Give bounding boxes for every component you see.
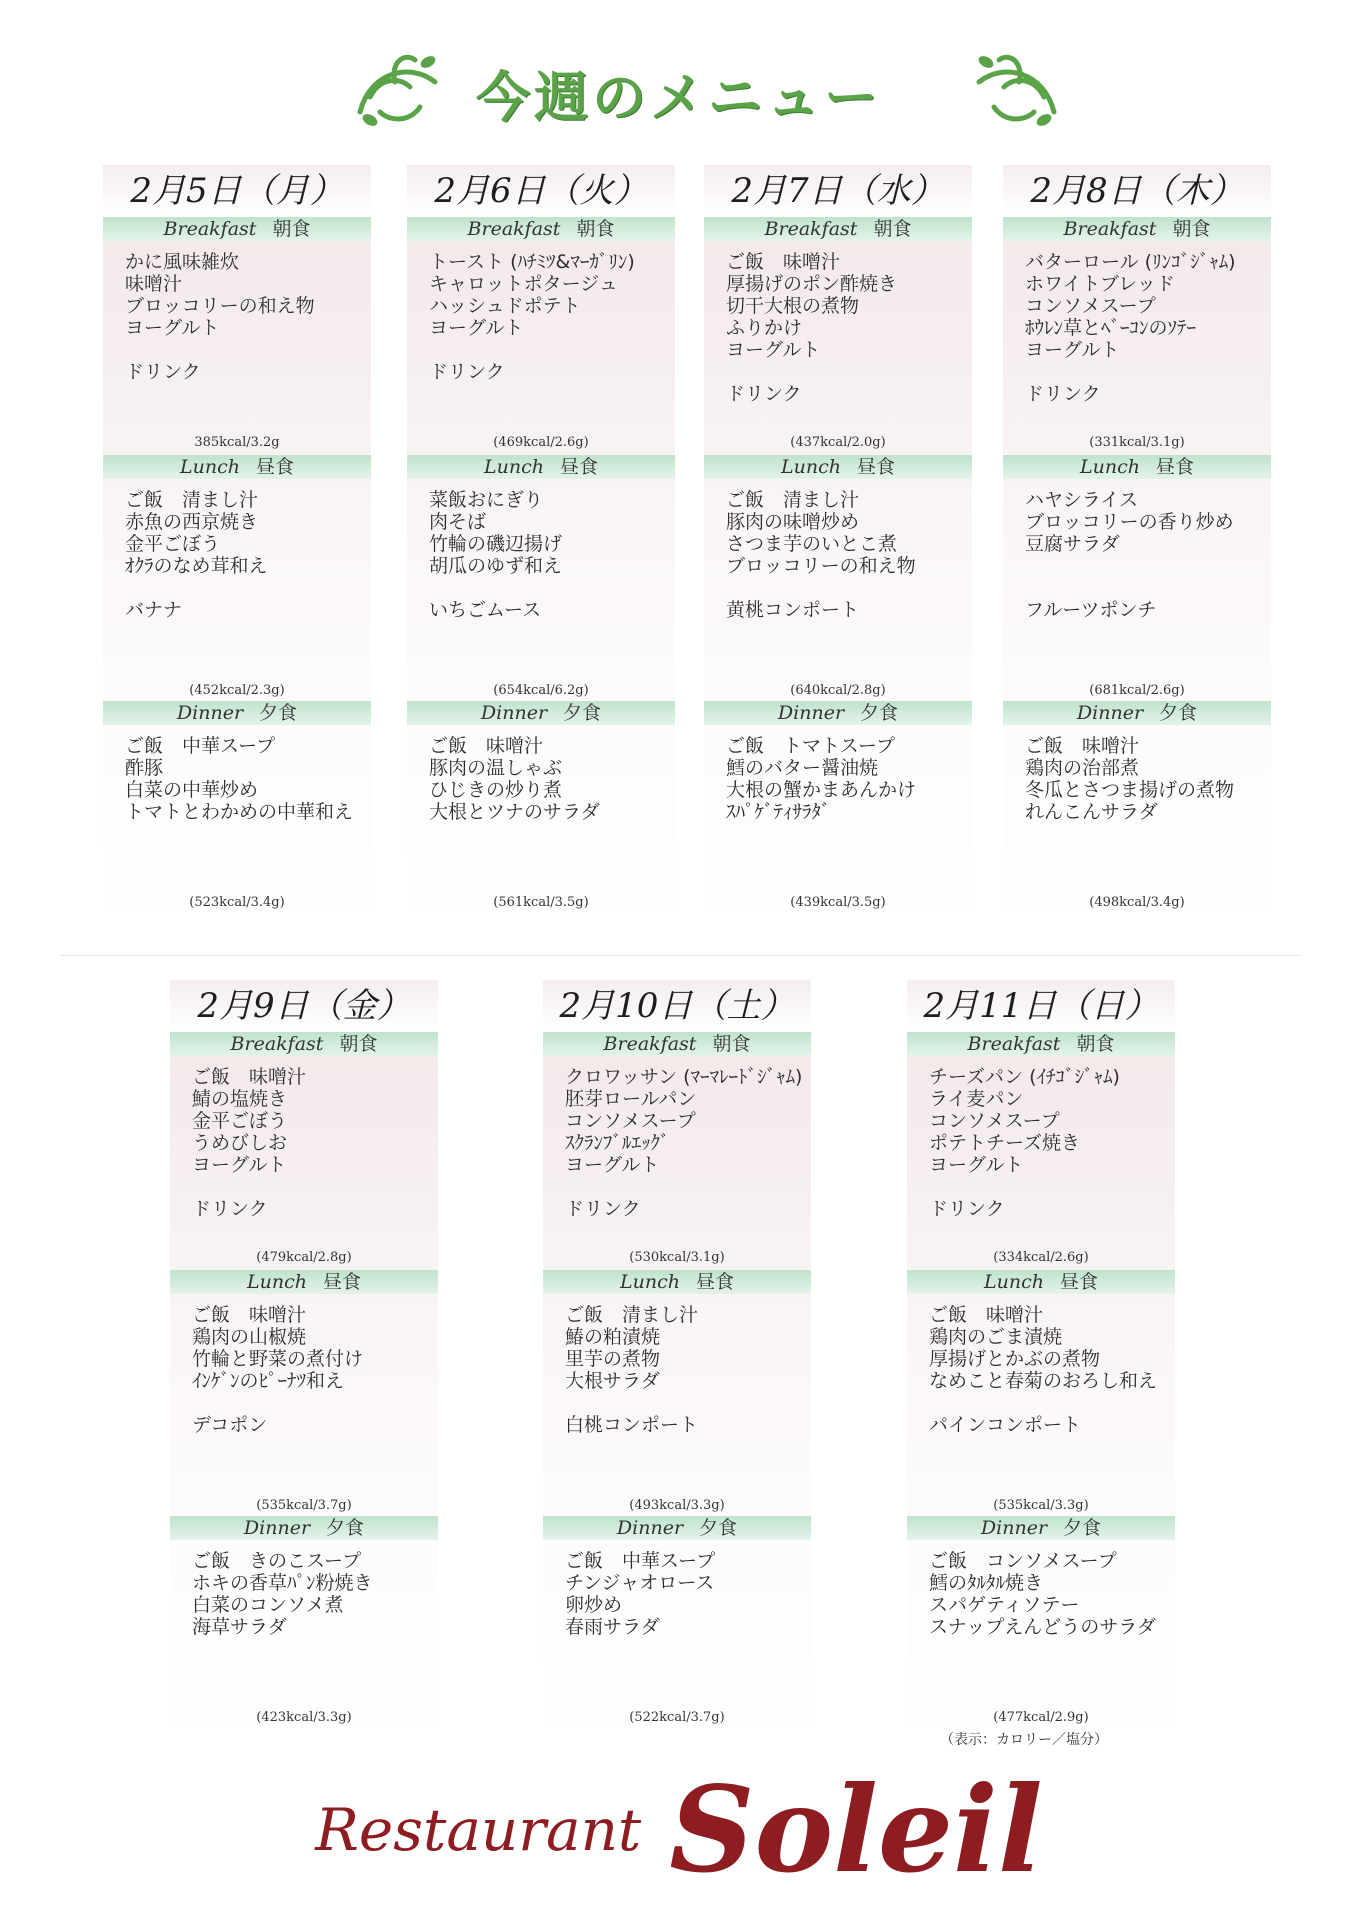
dinner-items (543, 1540, 811, 1700)
menu-item: 酢豚 (125, 757, 164, 779)
lunch-section (907, 1270, 1175, 1504)
breakfast-section (1003, 217, 1271, 461)
menu-item: ご飯 清まし汁 (726, 489, 860, 511)
lunch-label (407, 455, 675, 479)
brand-prefix: Restaurant (315, 1795, 642, 1864)
menu-item: いちごムース (429, 599, 542, 621)
legend-note: （表示：カロリー／塩分） (940, 1732, 1108, 1748)
meal-label-jp: 朝食 (339, 1033, 378, 1055)
breakfast-section (170, 1032, 438, 1276)
breakfast-section (907, 1032, 1175, 1276)
dinner-section (543, 1516, 811, 1700)
menu-item: ご飯 味噌汁 (192, 1066, 307, 1088)
lunch-nutrition: (535kcal/3.3g) (993, 1498, 1089, 1513)
menu-item: れんこんサラダ (1025, 801, 1158, 823)
menu-item: デコポン (192, 1414, 268, 1436)
dinner-nutrition: (477kcal/2.9g) (993, 1710, 1089, 1725)
meal-label-jp: 朝食 (272, 218, 311, 240)
breakfast-section (407, 217, 675, 461)
dinner-section (407, 701, 675, 885)
breakfast-label (543, 1032, 811, 1056)
lunch-nutrition: (654kcal/6.2g) (493, 683, 589, 698)
lunch-label (170, 1270, 438, 1294)
menu-item: 金平ごぼう (192, 1110, 288, 1132)
meal-label-jp: 昼食 (1155, 456, 1194, 478)
menu-item: 鶏肉の山椒焼 (192, 1326, 307, 1348)
breakfast-nutrition: (437kcal/2.0g) (790, 435, 886, 450)
menu-item: コンソメスープ (929, 1110, 1060, 1132)
breakfast-nutrition: 385kcal/3.2g (194, 435, 280, 450)
menu-item: トースト (ﾊﾁﾐﾂ&ﾏｰｶﾞﾘﾝ) (429, 251, 635, 273)
menu-item: クロワッサン (ﾏｰﾏﾚｰﾄﾞｼﾞｬﾑ) (565, 1066, 803, 1088)
menu-item: 味噌汁 (125, 273, 183, 295)
menu-item: 春雨サラダ (565, 1616, 660, 1638)
menu-item: ご飯 中華スープ (565, 1550, 716, 1572)
breakfast-nutrition: (479kcal/2.8g) (256, 1250, 352, 1265)
meal-label-jp: 朝食 (576, 218, 615, 240)
menu-item: ｽｸﾗﾝﾌﾞﾙｴｯｸﾞ (565, 1132, 670, 1154)
menu-item: ブロッコリーの和え物 (125, 295, 315, 317)
menu-item: ドリンク (929, 1198, 1005, 1220)
dinner-label (103, 701, 371, 725)
meal-label-jp: 朝食 (873, 218, 912, 240)
menu-item: ホワイトブレッド (1025, 273, 1175, 295)
menu-item: ブロッコリーの和え物 (726, 555, 916, 577)
menu-item: 白菜の中華炒め (125, 779, 259, 801)
lunch-nutrition: (452kcal/2.3g) (189, 683, 285, 698)
lunch-label (907, 1270, 1175, 1294)
breakfast-section (103, 217, 371, 461)
dinner-section (907, 1516, 1175, 1700)
menu-item: 鯖の塩焼き (192, 1088, 288, 1110)
dinner-items (1003, 725, 1271, 885)
lunch-section (407, 455, 675, 689)
menu-item: ご飯 中華スープ (125, 735, 276, 757)
menu-item: 海草サラダ (192, 1616, 287, 1638)
menu-item: 豚肉の味噌炒め (726, 511, 860, 533)
menu-item: ｲﾝｹﾞﾝのﾋﾟｰﾅﾂ和え (192, 1370, 345, 1392)
menu-item: 鱈のﾀﾙﾀﾙ焼き (929, 1572, 1044, 1594)
day-date: 2月10日（土） (543, 980, 811, 1032)
menu-item: 肉そば (429, 511, 487, 533)
menu-item: 卵炒め (565, 1594, 623, 1616)
day-date: 2月11日（日） (907, 980, 1175, 1032)
breakfast-section (704, 217, 972, 461)
menu-item: ご飯 味噌汁 (429, 735, 544, 757)
menu-item: ご飯 コンソメスープ (929, 1550, 1117, 1572)
menu-item: 白桃コンポート (565, 1414, 699, 1436)
lunch-items (407, 479, 675, 689)
menu-item: 鰆の粕漬焼 (565, 1326, 661, 1348)
menu-item: ドリンク (726, 383, 802, 405)
menu-item: 厚揚げとかぶの煮物 (929, 1348, 1101, 1370)
lunch-items (907, 1294, 1175, 1504)
lunch-nutrition: (493kcal/3.3g) (629, 1498, 725, 1513)
menu-item: ホキの香草ﾊﾟﾝ粉焼き (192, 1572, 373, 1594)
day-date: 2月9日（金） (170, 980, 438, 1032)
breakfast-items (103, 241, 371, 461)
menu-item: コンソメスープ (1025, 295, 1156, 317)
dinner-nutrition: (522kcal/3.7g) (629, 1710, 725, 1725)
menu-item: ヨーグルト (726, 339, 821, 361)
day-date: 2月5日（月） (103, 165, 371, 217)
meal-label-en: Dinner (777, 702, 845, 724)
breakfast-label (704, 217, 972, 241)
day-card (1003, 165, 1271, 925)
dinner-label (1003, 701, 1271, 725)
breakfast-items (543, 1056, 811, 1276)
menu-item: 白菜のコンソメ煮 (192, 1594, 344, 1616)
dinner-items (907, 1540, 1175, 1700)
meal-label-en: Lunch (984, 1271, 1044, 1293)
menu-item: キャロットポタージュ (429, 273, 618, 295)
menu-item: ﾎｳﾚﾝ草とﾍﾞｰｺﾝのｿﾃｰ (1025, 317, 1197, 339)
breakfast-items (907, 1056, 1175, 1276)
menu-item: 黄桃コンポート (726, 599, 860, 621)
meal-label-en: Breakfast (1063, 218, 1157, 240)
meal-label-en: Breakfast (967, 1033, 1061, 1055)
menu-item: ご飯 きのこスープ (192, 1550, 362, 1572)
breakfast-items (407, 241, 675, 461)
meal-label-en: Breakfast (467, 218, 561, 240)
lunch-items (704, 479, 972, 689)
meal-label-jp: 夕食 (1063, 1517, 1102, 1539)
dinner-section (170, 1516, 438, 1700)
menu-item: ひじきの炒り煮 (429, 779, 563, 801)
meal-label-jp: 夕食 (699, 1517, 738, 1539)
meal-label-jp: 昼食 (322, 1271, 361, 1293)
breakfast-items (704, 241, 972, 461)
menu-item: ハッシュドポテト (429, 295, 581, 317)
menu-item: なめこと春菊のおろし和え (929, 1370, 1158, 1392)
menu-item: 菜飯おにぎり (429, 489, 544, 511)
lunch-section (1003, 455, 1271, 689)
meal-label-en: Breakfast (163, 218, 257, 240)
lunch-nutrition: (681kcal/2.6g) (1089, 683, 1185, 698)
menu-item: 大根サラダ (565, 1370, 660, 1392)
meal-label-jp: 夕食 (563, 702, 602, 724)
menu-item: ｽﾊﾟｹﾞﾃｨｻﾗﾀﾞ (726, 801, 831, 823)
menu-item: コンソメスープ (565, 1110, 696, 1132)
meal-label-jp: 昼食 (255, 456, 294, 478)
dinner-items (407, 725, 675, 885)
menu-item: ご飯 トマトスープ (726, 735, 895, 757)
lunch-section (704, 455, 972, 689)
menu-item: 金平ごぼう (125, 533, 221, 555)
page-title: 今週のメニュー (476, 65, 882, 129)
lunch-section (543, 1270, 811, 1504)
menu-item: ドリンク (1025, 383, 1101, 405)
menu-item: ふりかけ (726, 317, 803, 339)
day-date: 2月8日（木） (1003, 165, 1271, 217)
meal-label-en: Dinner (1076, 702, 1144, 724)
lunch-label (543, 1270, 811, 1294)
dinner-nutrition: (439kcal/3.5g) (790, 895, 886, 910)
menu-item: 鶏肉の治部煮 (1025, 757, 1140, 779)
menu-item: 胡瓜のゆず和え (429, 555, 563, 577)
meal-label-en: Breakfast (603, 1033, 697, 1055)
dinner-section (704, 701, 972, 885)
dinner-items (704, 725, 972, 885)
menu-item: ヨーグルト (125, 317, 220, 339)
lunch-items (103, 479, 371, 689)
menu-item: スナップえんどうのサラダ (929, 1616, 1157, 1638)
meal-label-jp: 朝食 (1172, 218, 1211, 240)
breakfast-label (407, 217, 675, 241)
breakfast-nutrition: (331kcal/3.1g) (1089, 435, 1185, 450)
breakfast-label (170, 1032, 438, 1056)
menu-item: 豚肉の温しゃぶ (429, 757, 563, 779)
menu-item: チンジャオロース (565, 1572, 715, 1594)
menu-item: 鱈のバター醤油焼 (726, 757, 879, 779)
meal-label-en: Dinner (616, 1517, 684, 1539)
dinner-items (103, 725, 371, 885)
meal-label-en: Lunch (620, 1271, 680, 1293)
meal-label-jp: 朝食 (712, 1033, 751, 1055)
dotted-separator (60, 955, 1300, 957)
meal-label-en: Dinner (980, 1517, 1048, 1539)
meal-label-jp: 夕食 (860, 702, 899, 724)
day-date: 2月7日（水） (704, 165, 972, 217)
menu-item: ドリンク (125, 361, 201, 383)
menu-item: ブロッコリーの香り炒め (1025, 511, 1234, 533)
menu-item: ヨーグルト (429, 317, 524, 339)
meal-label-jp: 夕食 (1159, 702, 1198, 724)
dinner-nutrition: (561kcal/3.5g) (493, 895, 589, 910)
breakfast-items (1003, 241, 1271, 461)
menu-item: ご飯 味噌汁 (726, 251, 841, 273)
lunch-items (543, 1294, 811, 1504)
lunch-nutrition: (640kcal/2.8g) (790, 683, 886, 698)
menu-item: 大根の蟹かまあんかけ (726, 779, 917, 801)
menu-item: ドリンク (565, 1198, 641, 1220)
breakfast-label (907, 1032, 1175, 1056)
breakfast-nutrition: (530kcal/3.1g) (629, 1250, 725, 1265)
dinner-label (907, 1516, 1175, 1540)
dinner-label (170, 1516, 438, 1540)
menu-item: 竹輪と野菜の煮付け (192, 1348, 364, 1370)
menu-item: ご飯 味噌汁 (192, 1304, 307, 1326)
menu-item: ドリンク (429, 361, 505, 383)
breakfast-label (103, 217, 371, 241)
day-date: 2月6日（火） (407, 165, 675, 217)
lunch-label (704, 455, 972, 479)
lunch-nutrition: (535kcal/3.7g) (256, 1498, 352, 1513)
meal-label-en: Breakfast (230, 1033, 324, 1055)
lunch-label (1003, 455, 1271, 479)
menu-item: 切干大根の煮物 (726, 295, 860, 317)
meal-label-jp: 昼食 (695, 1271, 734, 1293)
meal-label-en: Dinner (176, 702, 244, 724)
menu-item: トマトとわかめの中華和え (125, 801, 354, 823)
meal-label-jp: 昼食 (1059, 1271, 1098, 1293)
menu-item: 胚芽ロールパン (565, 1088, 697, 1110)
menu-item: バターロール (ﾘﾝｺﾞｼﾞｬﾑ) (1025, 251, 1236, 273)
meal-label-jp: 夕食 (326, 1517, 365, 1539)
lunch-label (103, 455, 371, 479)
menu-item: パインコンポート (929, 1414, 1082, 1436)
menu-item: ご飯 味噌汁 (929, 1304, 1044, 1326)
menu-item: 大根とツナのサラダ (429, 801, 600, 823)
lunch-items (170, 1294, 438, 1504)
day-card (103, 165, 371, 925)
menu-item: 里芋の煮物 (565, 1348, 661, 1370)
breakfast-nutrition: (334kcal/2.6g) (993, 1250, 1089, 1265)
menu-item: ライ麦パン (929, 1088, 1024, 1110)
dinner-section (103, 701, 371, 885)
menu-item: 鶏肉のごま漬焼 (929, 1326, 1063, 1348)
menu-item: 豆腐サラダ (1025, 533, 1120, 555)
menu-item: フルーツポンチ (1025, 599, 1157, 621)
meal-label-en: Lunch (247, 1271, 307, 1293)
dinner-nutrition: (523kcal/3.4g) (189, 895, 285, 910)
day-card (907, 980, 1175, 1740)
dinner-label (704, 701, 972, 725)
dinner-nutrition: (423kcal/3.3g) (256, 1710, 352, 1725)
menu-item: ご飯 清まし汁 (565, 1304, 699, 1326)
meal-label-en: Lunch (180, 456, 240, 478)
breakfast-label (1003, 217, 1271, 241)
lunch-section (170, 1270, 438, 1504)
meal-label-en: Lunch (1080, 456, 1140, 478)
dinner-section (1003, 701, 1271, 885)
menu-item: チーズパン (ｲﾁｺﾞｼﾞｬﾑ) (929, 1066, 1120, 1088)
brand-name: Soleil (669, 1760, 1043, 1899)
day-card (170, 980, 438, 1740)
meal-label-en: Lunch (781, 456, 841, 478)
menu-item: ｵｸﾗのなめ茸和え (125, 555, 268, 577)
menu-item: ヨーグルト (1025, 339, 1120, 361)
menu-item: 竹輪の磯辺揚げ (429, 533, 563, 555)
meal-label-jp: 朝食 (1076, 1033, 1115, 1055)
menu-item: さつま芋のいとこ煮 (726, 533, 898, 555)
meal-label-en: Dinner (480, 702, 548, 724)
restaurant-brand (0, 1760, 1358, 1899)
meal-label-en: Breakfast (764, 218, 858, 240)
meal-label-jp: 昼食 (856, 456, 895, 478)
breakfast-section (543, 1032, 811, 1276)
dinner-label (407, 701, 675, 725)
lunch-section (103, 455, 371, 689)
day-card (704, 165, 972, 925)
meal-label-en: Dinner (243, 1517, 311, 1539)
menu-item: ヨーグルト (929, 1154, 1024, 1176)
meal-label-jp: 夕食 (259, 702, 298, 724)
meal-label-jp: 昼食 (559, 456, 598, 478)
dinner-items (170, 1540, 438, 1700)
menu-item: ご飯 味噌汁 (1025, 735, 1140, 757)
menu-item: うめびしお (192, 1132, 288, 1154)
menu-item: バナナ (125, 599, 183, 621)
menu-item: ハヤシライス (1025, 489, 1139, 511)
lunch-items (1003, 479, 1271, 689)
menu-item: スパゲティソテー (929, 1594, 1080, 1616)
menu-item: ヨーグルト (565, 1154, 660, 1176)
day-card (407, 165, 675, 925)
menu-item: ドリンク (192, 1198, 268, 1220)
dinner-nutrition: (498kcal/3.4g) (1089, 895, 1185, 910)
menu-item: ご飯 清まし汁 (125, 489, 259, 511)
menu-item: ポテトチーズ焼き (929, 1132, 1081, 1154)
breakfast-items (170, 1056, 438, 1276)
meal-label-en: Lunch (484, 456, 544, 478)
menu-item: かに風味雑炊 (125, 251, 240, 273)
breakfast-nutrition: (469kcal/2.6g) (493, 435, 589, 450)
dinner-label (543, 1516, 811, 1540)
menu-item: ヨーグルト (192, 1154, 287, 1176)
menu-item: 厚揚げのポン酢焼き (726, 273, 898, 295)
menu-item: 冬瓜とさつま揚げの煮物 (1025, 779, 1235, 801)
menu-item: 赤魚の西京焼き (125, 511, 259, 533)
day-card (543, 980, 811, 1740)
